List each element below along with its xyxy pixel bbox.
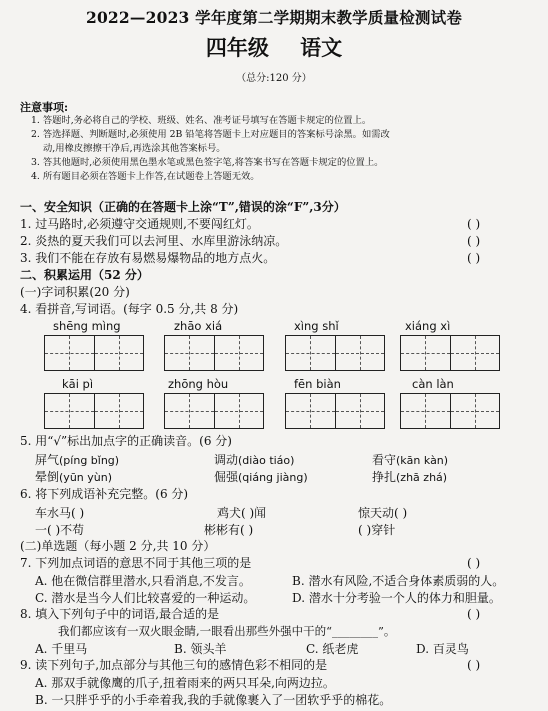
notice-item: 4. 所有题目必须在答题卡上作答,在试题卷上答题无效。 xyxy=(31,171,260,182)
answer-paren: ( ) xyxy=(467,217,481,231)
reading-item xyxy=(35,451,119,468)
question-6: 6. 将下列成语补充完整。(6 分) xyxy=(20,487,189,501)
writing-grid[interactable] xyxy=(400,393,500,429)
notice-item: 3. 答其他题时,必须使用黑色墨水笔或黑色签字笔,将答案书写在答题卡规定的位置上。 xyxy=(31,157,384,168)
option-a[interactable]: A. 千里马 xyxy=(35,642,88,656)
reading-word: 倔强 xyxy=(214,470,239,484)
question-2: 2. 炎热的夏天我们可以去河里、水库里游泳纳凉。 xyxy=(20,234,288,248)
question-4: 4. 看拼音,写词语。(每字 0.5 分,共 8 分) xyxy=(20,302,239,316)
idiom-item[interactable]: 一( )不苟 xyxy=(35,523,85,537)
reading-options[interactable]: (píng bǐng) xyxy=(59,454,120,467)
writing-grid[interactable] xyxy=(400,335,500,371)
pinyin-label: zhāo xiá xyxy=(174,319,223,333)
answer-paren: ( ) xyxy=(467,658,481,672)
notice-item: 2. 答选择题、判断题时,必须使用 2B 铅笔将答题卡上对应题目的答案标号涂黑。如需改 xyxy=(31,129,390,140)
notice-item: 动,用橡皮擦擦干净后,再选涂其他答案标号。 xyxy=(43,143,226,154)
pinyin-label: càn làn xyxy=(412,377,454,391)
writing-grid[interactable] xyxy=(164,393,264,429)
answer-paren: ( ) xyxy=(467,234,481,248)
reading-options[interactable]: (zhā zhá) xyxy=(396,471,448,484)
option-c[interactable]: C. 潜水是当今人们比较喜爱的一种运动。 xyxy=(35,591,256,605)
writing-grid[interactable] xyxy=(285,335,385,371)
idiom-item[interactable] xyxy=(358,521,395,538)
option-a[interactable]: A. 那双手就像鹰的爪子,扭着雨来的两只耳朵,向两边拉。 xyxy=(35,676,335,690)
reading-options[interactable]: (diào tiáo) xyxy=(238,454,295,467)
pinyin-label: kāi pì xyxy=(62,377,94,391)
option-c[interactable]: C. 纸老虎 xyxy=(306,642,359,656)
option-d[interactable]: D. 潜水十分考验一个人的体力和胆量。 xyxy=(292,591,501,605)
grade-subject xyxy=(0,32,548,62)
reading-word: 晕倒 xyxy=(35,470,60,484)
reading-item xyxy=(35,468,112,485)
notice-item: 1. 答题时,务必将自己的学校、班级、姓名、准考证号填写在答题卡规定的位置上。 xyxy=(31,115,372,126)
writing-grid[interactable] xyxy=(164,335,264,371)
answer-paren: ( ) xyxy=(467,251,481,265)
exam-title: 2022—2023 学年度第二学期期末教学质量检测试卷 xyxy=(85,8,463,27)
idiom-item[interactable]: 惊天动( ) xyxy=(358,506,408,520)
idiom-part: 针 xyxy=(383,523,396,537)
reading-item xyxy=(214,468,308,485)
idiom-blank[interactable]: ( ) xyxy=(358,523,372,537)
idiom-item[interactable]: 彬彬有( ) xyxy=(204,523,254,537)
grade-label: 四年级 xyxy=(205,35,269,60)
reading-item xyxy=(372,451,448,468)
question-3: 3. 我们不能在存放有易燃易爆物品的地方点火。 xyxy=(20,251,276,265)
pinyin-label: zhōng hòu xyxy=(168,377,229,391)
pinyin-label: shēng mìng xyxy=(53,319,121,333)
question-1: 1. 过马路时,必须遵守交通规则,不要闯红灯。 xyxy=(20,217,259,231)
reading-word: 挣扎 xyxy=(372,470,397,484)
answer-paren: ( ) xyxy=(467,607,481,621)
idiom-item[interactable]: 鸡犬( )闻 xyxy=(217,506,267,520)
total-score: （总分:120 分） xyxy=(236,73,312,84)
question-7: 7. 下列加点词语的意思不同于其他三项的是 xyxy=(20,556,252,570)
idiom-item[interactable]: 车水马( ) xyxy=(35,506,85,520)
writing-grid[interactable] xyxy=(44,335,144,371)
writing-grid[interactable] xyxy=(44,393,144,429)
section1-title: 一、安全知识（正确的在答题卡上涂“T”,错误的涂“F”,3分） xyxy=(20,200,346,214)
idiom-part: 穿 xyxy=(371,523,384,537)
pinyin-label: xiáng xì xyxy=(405,319,451,333)
question-9: 9. 读下列句子,加点部分与其他三句的感情色彩不相同的是 xyxy=(20,658,328,672)
option-b[interactable]: B. 领头羊 xyxy=(174,642,227,656)
reading-options[interactable]: (qiáng jiàng) xyxy=(238,471,308,484)
subject-label: 语文 xyxy=(300,35,343,60)
notice-title: 注意事项: xyxy=(20,101,69,114)
reading-options[interactable]: (yūn yùn) xyxy=(59,471,113,484)
reading-word: 看守 xyxy=(372,453,397,467)
answer-paren: ( ) xyxy=(467,556,481,570)
pinyin-label: fēn biàn xyxy=(294,377,341,391)
reading-item xyxy=(372,468,447,485)
reading-options[interactable]: (kān kàn) xyxy=(396,454,449,467)
option-b[interactable]: B. 一只胖乎乎的小手牵着我,我的手就像裹入了一团软乎乎的棉花。 xyxy=(35,693,392,707)
section2-title: 二、积累运用（52 分） xyxy=(20,268,149,282)
question-8-sentence: 我们都应该有一双火眼金睛,一眼看出那些外强中干的“________”。 xyxy=(58,624,396,638)
reading-word: 屏气 xyxy=(35,453,60,467)
option-d[interactable]: D. 百灵鸟 xyxy=(416,642,469,656)
writing-grid[interactable] xyxy=(285,393,385,429)
reading-item xyxy=(214,451,294,468)
pinyin-label: xìng shǐ xyxy=(294,319,339,333)
option-a[interactable]: A. 他在微信群里潜水,只看消息,不发言。 xyxy=(35,574,251,588)
question-8: 8. 填入下列句子中的词语,最合适的是 xyxy=(20,607,220,621)
reading-word: 调动 xyxy=(214,453,239,467)
option-b[interactable]: B. 潜水有风险,不适合身体素质弱的人。 xyxy=(292,574,505,588)
question-5: 5. 用“√”标出加点字的正确读音。(6 分) xyxy=(20,434,232,448)
subsection-title: (二)单选题（每小题 2 分,共 10 分） xyxy=(20,539,216,553)
subsection-title: (一)字词积累(20 分) xyxy=(20,285,130,299)
